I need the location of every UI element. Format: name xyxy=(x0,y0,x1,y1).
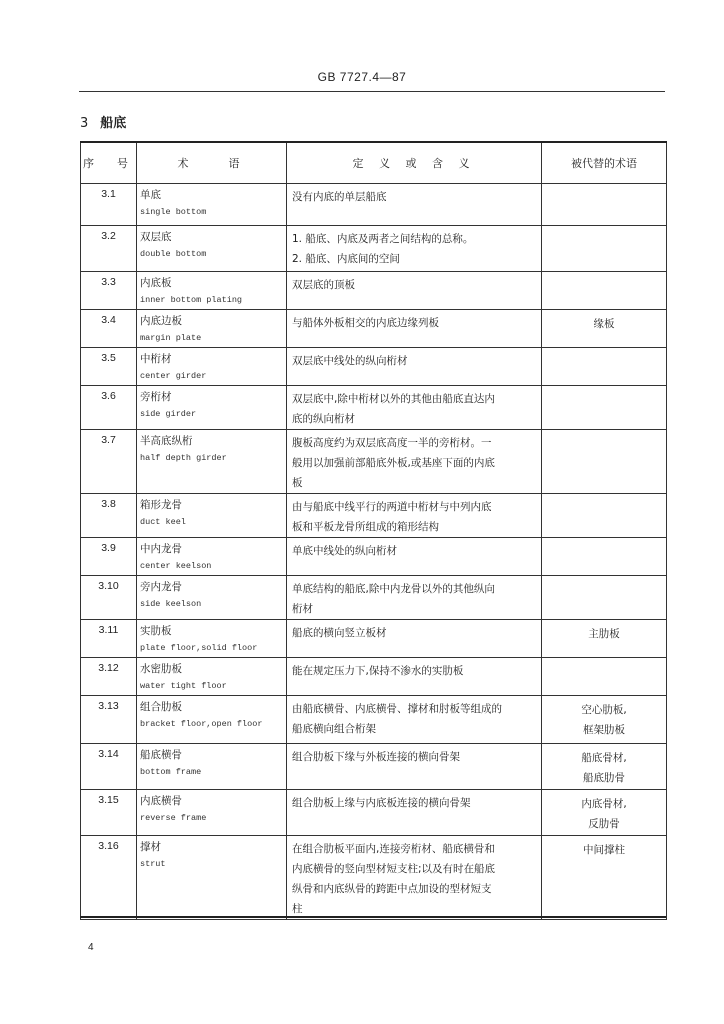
replaced-term-line: 内底骨材, xyxy=(581,798,627,810)
definition-cell xyxy=(287,620,542,658)
term-number: 3.13 xyxy=(81,696,137,744)
term-english: reverse frame xyxy=(140,813,207,823)
table-row xyxy=(81,494,667,538)
term-cell xyxy=(137,272,287,310)
table-row xyxy=(81,744,667,790)
definition-cell xyxy=(287,494,542,538)
table-row xyxy=(81,538,667,576)
term-cell xyxy=(137,696,287,744)
table-row xyxy=(81,430,667,494)
definition-line: 由与船底中线平行的两道中桁材与中列内底 xyxy=(292,501,492,513)
term-chinese: 内底横骨 xyxy=(140,795,182,807)
term-chinese: 中内龙骨 xyxy=(140,543,182,555)
table-row xyxy=(81,348,667,386)
term-english: double bottom xyxy=(140,249,207,259)
table-row xyxy=(81,184,667,226)
term-cell xyxy=(137,658,287,696)
term-chinese: 半高底纵桁 xyxy=(140,435,193,447)
table-row xyxy=(81,790,667,836)
term-cell xyxy=(137,576,287,620)
definition-line: 柱 xyxy=(292,903,303,915)
term-chinese: 撑材 xyxy=(140,841,161,853)
term-number: 3.11 xyxy=(81,620,137,658)
definition-line: 组合肋板下缘与外板连接的横向骨架 xyxy=(292,751,460,763)
definition-cell xyxy=(287,386,542,430)
term-number: 3.1 xyxy=(81,184,137,226)
replaced-term-line: 缘板 xyxy=(593,318,615,330)
term-english: inner bottom plating xyxy=(140,295,243,305)
section-name: 船底 xyxy=(100,116,127,131)
document-header-code: GB 7727.4—87 xyxy=(317,70,407,84)
term-english: center keelson xyxy=(140,561,212,571)
definition-line: 由船底横骨、内底横骨、撑材和肘板等组成的 xyxy=(292,703,502,715)
column-header-definition: 定 义 或 含 义 xyxy=(287,142,542,184)
replaced-term-cell xyxy=(542,790,667,836)
replaced-term-cell xyxy=(542,386,667,430)
term-english: water tight floor xyxy=(140,681,227,691)
definition-line: 双层底中,除中桁材以外的其他由船底直达内 xyxy=(292,393,495,405)
definition-line: 双层底中线处的纵向桁材 xyxy=(292,355,408,367)
definition-line: 单底结构的船底,除中内龙骨以外的其他纵向 xyxy=(292,583,495,595)
term-chinese: 旁内龙骨 xyxy=(140,581,182,593)
term-chinese: 内底边板 xyxy=(140,315,182,327)
definition-line: 船底的横向竖立板材 xyxy=(292,627,387,639)
term-english: single bottom xyxy=(140,207,207,217)
replaced-term-cell xyxy=(542,538,667,576)
term-english: side keelson xyxy=(140,599,202,609)
definition-cell xyxy=(287,184,542,226)
definition-line: 单底中线处的纵向桁材 xyxy=(292,545,397,557)
definition-line: 与船体外板相交的内底边缘列板 xyxy=(292,317,439,329)
term-chinese: 旁桁材 xyxy=(140,391,172,403)
definition-cell xyxy=(287,790,542,836)
table-row xyxy=(81,386,667,430)
term-number: 3.2 xyxy=(81,226,137,272)
term-number: 3.12 xyxy=(81,658,137,696)
replaced-term-cell xyxy=(542,658,667,696)
definition-line: 板和平板龙骨所组成的箱形结构 xyxy=(292,521,439,533)
table-row xyxy=(81,836,667,920)
definition-line: 组合肋板上缘与内底板连接的横向骨架 xyxy=(292,797,471,809)
table-row xyxy=(81,696,667,744)
term-chinese: 水密肋板 xyxy=(140,663,182,675)
replaced-term-line: 船底骨材, xyxy=(581,752,627,764)
definition-cell xyxy=(287,538,542,576)
replaced-term-line: 中间撑柱 xyxy=(583,844,625,856)
definition-line: 2. 船底、内底间的空间 xyxy=(292,253,400,265)
table-row xyxy=(81,620,667,658)
term-number: 3.15 xyxy=(81,790,137,836)
term-chinese: 组合肋板 xyxy=(140,701,182,713)
term-number: 3.5 xyxy=(81,348,137,386)
replaced-term-cell xyxy=(542,836,667,920)
replaced-term-line: 主肋板 xyxy=(588,628,620,640)
definition-line: 在组合肋板平面内,连接旁桁材、船底横骨和 xyxy=(292,843,495,855)
definition-line: 1. 船底、内底及两者之间结构的总称。 xyxy=(292,233,474,245)
replaced-term-cell xyxy=(542,696,667,744)
table-row xyxy=(81,272,667,310)
term-cell xyxy=(137,310,287,348)
term-english: plate floor,solid floor xyxy=(140,643,258,653)
replaced-term-line: 框架肋板 xyxy=(583,724,625,736)
definition-line: 般用以加强前部船底外板,或基座下面的内底 xyxy=(292,457,495,469)
definition-cell xyxy=(287,658,542,696)
term-cell xyxy=(137,744,287,790)
term-chinese: 中桁材 xyxy=(140,353,172,365)
term-number: 3.8 xyxy=(81,494,137,538)
definition-line: 船底横向组合桁架 xyxy=(292,723,376,735)
header-rule xyxy=(79,91,665,92)
term-number: 3.9 xyxy=(81,538,137,576)
term-english: margin plate xyxy=(140,333,202,343)
definition-cell xyxy=(287,744,542,790)
definition-line: 底的纵向桁材 xyxy=(292,413,355,425)
column-header-term: 术 语 xyxy=(137,142,287,184)
term-number: 3.10 xyxy=(81,576,137,620)
term-english: bottom frame xyxy=(140,767,202,777)
replaced-term-cell xyxy=(542,272,667,310)
term-cell xyxy=(137,494,287,538)
section-number: 3 xyxy=(80,116,89,131)
table-row xyxy=(81,226,667,272)
term-number: 3.7 xyxy=(81,430,137,494)
term-number: 3.16 xyxy=(81,836,137,920)
replaced-term-cell xyxy=(542,430,667,494)
term-english: side girder xyxy=(140,409,197,419)
term-english: duct keel xyxy=(140,517,186,527)
terms-table xyxy=(80,141,667,920)
definition-cell xyxy=(287,430,542,494)
term-chinese: 船底横骨 xyxy=(140,749,182,761)
term-cell xyxy=(137,348,287,386)
replaced-term-cell xyxy=(542,494,667,538)
term-cell xyxy=(137,538,287,576)
definition-cell xyxy=(287,272,542,310)
definition-cell xyxy=(287,226,542,272)
replaced-term-cell xyxy=(542,620,667,658)
definition-line: 板 xyxy=(292,477,303,489)
definition-cell xyxy=(287,348,542,386)
term-english: center girder xyxy=(140,371,207,381)
definition-line: 桁材 xyxy=(292,603,313,615)
table-row xyxy=(81,310,667,348)
term-number: 3.14 xyxy=(81,744,137,790)
term-cell xyxy=(137,620,287,658)
term-cell xyxy=(137,790,287,836)
replaced-term-cell xyxy=(542,348,667,386)
term-number: 3.6 xyxy=(81,386,137,430)
term-cell xyxy=(137,184,287,226)
replaced-term-cell xyxy=(542,576,667,620)
replaced-term-line: 空心肋板, xyxy=(581,704,627,716)
definition-cell xyxy=(287,836,542,920)
replaced-term-line: 反肋骨 xyxy=(588,818,620,830)
definition-line: 没有内底的单层船底 xyxy=(292,191,387,203)
definition-cell xyxy=(287,696,542,744)
definition-line: 内底横骨的竖向型材短支柱;以及有时在船底 xyxy=(292,863,496,875)
term-cell xyxy=(137,430,287,494)
definition-line: 能在规定压力下,保持不渗水的实肋板 xyxy=(292,665,464,677)
definition-cell xyxy=(287,576,542,620)
replaced-term-line: 船底肋骨 xyxy=(583,772,625,784)
term-english: bracket floor,open floor xyxy=(140,719,263,729)
definition-cell xyxy=(287,310,542,348)
table-row xyxy=(81,576,667,620)
table-bottom-rule xyxy=(80,916,666,918)
definition-line: 双层底的顶板 xyxy=(292,279,355,291)
term-number: 3.4 xyxy=(81,310,137,348)
term-chinese: 实肋板 xyxy=(140,625,172,637)
term-cell xyxy=(137,386,287,430)
replaced-term-cell xyxy=(542,310,667,348)
table-row xyxy=(81,658,667,696)
replaced-term-cell xyxy=(542,744,667,790)
term-cell xyxy=(137,836,287,920)
section-title xyxy=(80,112,126,131)
term-chinese: 双层底 xyxy=(140,231,172,243)
term-number: 3.3 xyxy=(81,272,137,310)
term-chinese: 单底 xyxy=(140,189,161,201)
term-chinese: 箱形龙骨 xyxy=(140,499,182,511)
column-header-replaced-term: 被代替的术语 xyxy=(542,142,667,184)
term-cell xyxy=(137,226,287,272)
definition-line: 纵骨和内底纵骨的跨距中点加设的型材短支 xyxy=(292,883,492,895)
replaced-term-cell xyxy=(542,184,667,226)
definition-line: 腹板高度约为双层底高度一半的旁桁材。一 xyxy=(292,437,492,449)
term-english: half depth girder xyxy=(140,453,227,463)
term-chinese: 内底板 xyxy=(140,277,172,289)
table-header-row xyxy=(81,142,667,184)
term-english: strut xyxy=(140,859,166,869)
replaced-term-cell xyxy=(542,226,667,272)
page-number: 4 xyxy=(88,942,94,953)
column-header-no: 序 号 xyxy=(81,142,137,184)
